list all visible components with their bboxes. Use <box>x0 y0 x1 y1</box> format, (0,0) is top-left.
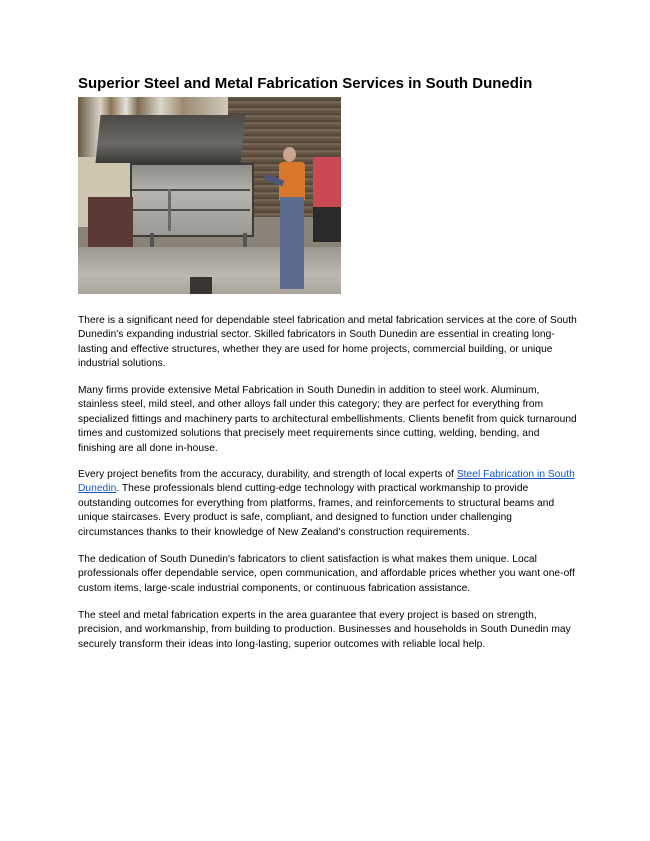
paragraph-text: Every project benefits from the accuracy, durability, and strength of local experts of <box>78 469 457 480</box>
photo-canopy-body <box>130 163 254 237</box>
photo-canopy-shelf <box>132 189 250 191</box>
workshop-photo <box>78 97 341 294</box>
photo-canopy-shelf <box>132 209 250 211</box>
paragraph-text: . These professionals blend cutting-edge technology with practical workmanship to provide outstanding outcomes for everything from platforms, frames, and reinforcements to structural beams and unique staircases. Every product is safe, compliant, and designed to function under challenging circumstances thanks to their knowledge of New Zealand's construction requirements. <box>78 483 555 538</box>
photo-red-machine <box>313 157 341 207</box>
paragraph-conclusion: The steel and metal fabrication experts in the area guarantee that every project is based on strength, precision, and workmanship, from building to production. Businesses and households in South Dunedin may securely transform their ideas into long-lasting, superior outcomes with reliable local help. <box>78 610 571 650</box>
steel-fabrication-link[interactable]: Steel Fabrication in South Dunedin <box>78 469 575 495</box>
paragraph-local-experts <box>78 468 578 540</box>
photo-machine-dark <box>313 207 341 242</box>
paragraph-intro: There is a significant need for dependable steel fabrication and metal fabrication services at the core of South Dunedin's expanding industrial sector. Skilled fabricators in South Dunedin are essential in creating long-lasting and effective structures, whether they are used for home projects, commercial building, or unique industrial solutions. <box>78 315 577 370</box>
page-title: Superior Steel and Metal Fabrication Services in South Dunedin <box>78 75 533 92</box>
photo-canopy-lid <box>95 115 245 163</box>
paragraph-client-satisfaction: The dedication of South Dunedin's fabricators to client satisfaction is what makes them unique. Local professionals offer dependable service, open communication, and affordable prices whether you want one-off custom items, large-scale industrial components, or continuous fabrication assistance. <box>78 554 575 594</box>
photo-canopy-divider <box>168 189 171 231</box>
paragraph-metal-fabrication: Many firms provide extensive Metal Fabrication in South Dunedin in addition to steel work. Aluminum, stainless steel, mild steel, and other alloys fall under this category; they are perfect for everything from specialized fittings and machinery parts to architectural embellishments. Clients benefit from quick turnaround times and customized solutions that precisely meet requirements since cutting, welding, bending, and finishing are all done in-house. <box>78 385 577 454</box>
photo-worker-head <box>283 147 296 162</box>
photo-worker-overalls <box>280 197 304 289</box>
photo-floor-tool <box>190 277 212 294</box>
